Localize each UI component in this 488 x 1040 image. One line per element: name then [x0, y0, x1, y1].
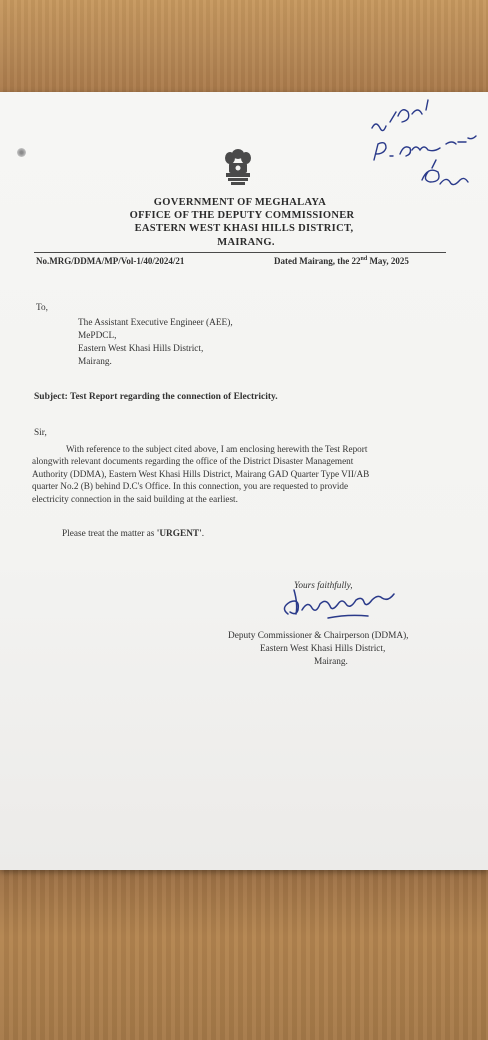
closing: Yours faithfully, [294, 581, 353, 591]
date-superscript: nd [360, 256, 368, 262]
request-suffix: . [201, 529, 205, 539]
state-emblem-icon [221, 146, 255, 190]
urgent-request [62, 529, 204, 539]
handwritten-annotation-icon [360, 98, 485, 208]
date-prefix: Dated Mairang, the 22 [274, 256, 361, 266]
signatory-line-1: Deputy Commissioner & Chairperson (DDMA), [228, 631, 409, 641]
header-government: GOVERNMENT OF MEGHALAYA [153, 197, 327, 208]
request-text: Please treat the matter as [62, 529, 157, 539]
to-label: To, [36, 303, 49, 313]
recipient-line-3: Eastern West Khasi Hills District, [78, 344, 204, 354]
punch-hole [17, 148, 26, 157]
subject-line: Subject: Test Report regarding the connection of Electricity. [34, 392, 278, 402]
urgent-emphasis: 'URGENT' [156, 529, 202, 539]
header-divider [34, 252, 446, 253]
recipient-line-2: MePDCL, [78, 331, 117, 341]
reference-number: No.MRG/DDMA/MP/Vol-1/40/2024/21 [36, 256, 185, 266]
header-district: EASTERN WEST KHASI HILLS DISTRICT, [134, 223, 354, 234]
body-line: quarter No.2 (B) behind D.C's Office. In this connection, you are requested to provide [32, 481, 349, 492]
reference-date [274, 256, 409, 266]
date-suffix: May, 2025 [367, 256, 409, 266]
signature-icon [268, 584, 428, 624]
wooden-table-top [0, 0, 488, 96]
body-line: electricity connection in the said building at the earliest. [32, 493, 238, 504]
body-paragraph [32, 443, 450, 505]
body-line: Authority (DDMA), Eastern West Khasi Hills District, Mairang GAD Quarter Type VII/AB [32, 468, 370, 479]
body-line: alongwith relevant documents regarding the office of the District Disaster Management [32, 456, 354, 467]
signatory-line-3: Mairang. [314, 657, 348, 667]
greeting: Sir, [34, 428, 47, 438]
wooden-table-bottom [0, 868, 488, 1040]
header-office: OFFICE OF THE DEPUTY COMMISSIONER [129, 210, 355, 221]
body-line: With reference to the subject cited above, I am enclosing herewith the Test Report [66, 444, 368, 454]
signatory-line-2: Eastern West Khasi Hills District, [260, 644, 386, 654]
recipient-line-1: The Assistant Executive Engineer (AEE), [78, 318, 233, 328]
recipient-line-4: Mairang. [78, 357, 112, 367]
header-town: MAIRANG. [217, 237, 275, 248]
